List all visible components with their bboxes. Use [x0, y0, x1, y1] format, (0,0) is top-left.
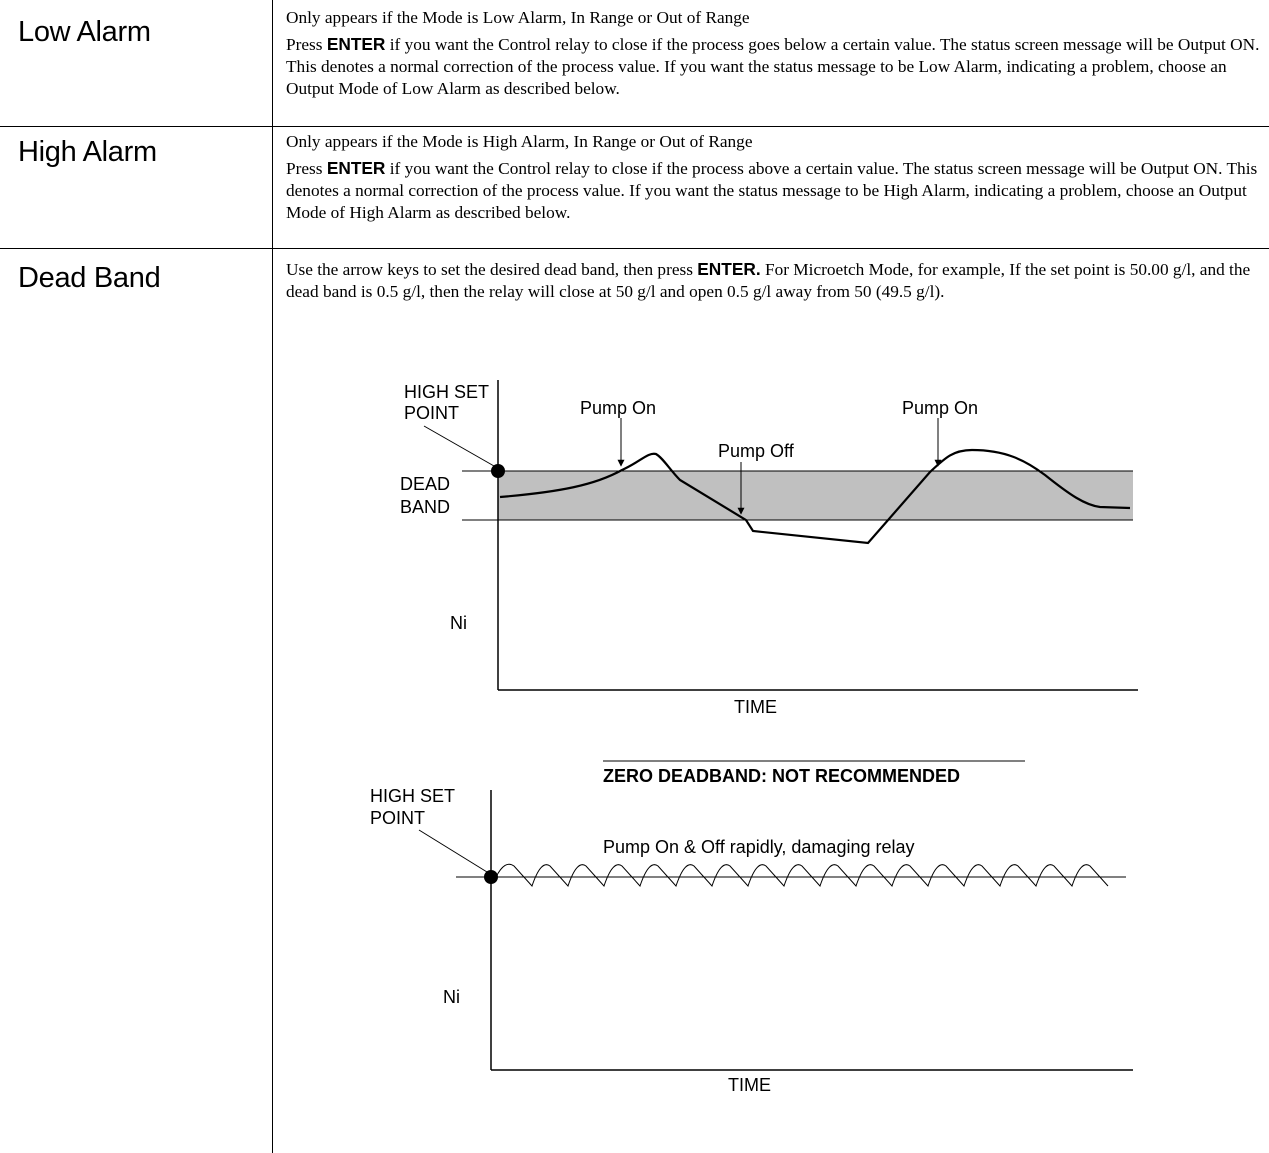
condition-text: Only appears if the Mode is Low Alarm, In Range or Out of Range — [286, 8, 750, 27]
enter-keyword: ENTER. — [697, 259, 761, 279]
zero-deadband-diagram — [370, 761, 1133, 1095]
x-axis-label: TIME — [728, 1075, 771, 1095]
term-low-alarm: Low Alarm — [18, 16, 151, 48]
dead-band-diagram — [400, 380, 1138, 717]
set-point-dot — [491, 464, 505, 478]
term-high-alarm: High Alarm — [18, 136, 157, 168]
pump-off-label: Pump Off — [718, 441, 794, 461]
pump-on-label: Pump On — [580, 398, 657, 418]
oscillation-curve — [496, 864, 1108, 886]
description-text: Press ENTER if you want the Control relay to close if the process goes below a certain value. The status screen message will be Output ON. This denotes a normal correction of the process value. If you want the status message to be Low Alarm, indicating a problem, choose an Output Mode of Low Alarm as described below. — [286, 34, 1260, 98]
description-text: Use the arrow keys to set the desired dead band, then press ENTER. For Microetch Mode, for example, If the set point is 50.00 g/l, and the dead band is 0.5 g/l, then the relay will close at 50 g/l and open 0.5 g/l away from 50 (49.5 g/l). — [286, 259, 1251, 301]
description-text: Press ENTER if you want the Control relay to close if the process above a certain value. The status screen message will be Output ON. This denotes a normal correction of the process value. If you want the status message to be High Alarm, indicating a problem, choose an Output Mode of High Alarm as described below. — [286, 158, 1258, 222]
diagram-title: ZERO DEADBAND: NOT RECOMMENDED — [603, 766, 960, 786]
dead-band-zone — [498, 471, 1133, 520]
dead-band-label: BAND — [400, 497, 451, 517]
term-dead-band: Dead Band — [18, 262, 161, 294]
enter-keyword: ENTER — [326, 34, 386, 54]
y-axis-label: Ni — [450, 613, 467, 633]
pump-on-label: Pump On — [902, 398, 979, 418]
set-point-leader — [419, 830, 487, 872]
y-axis-label: Ni — [443, 987, 460, 1007]
x-axis-label: TIME — [734, 697, 777, 717]
set-point-label: HIGH SET — [404, 382, 490, 402]
set-point-leader — [424, 426, 494, 466]
enter-keyword: ENTER — [326, 158, 386, 178]
dead-band-label: DEAD — [400, 474, 451, 494]
set-point-label: HIGH SET — [370, 786, 456, 806]
oscillation-annotation: Pump On & Off rapidly, damaging relay — [603, 837, 915, 857]
set-point-label: POINT — [404, 403, 460, 423]
condition-text: Only appears if the Mode is High Alarm, In Range or Out of Range — [286, 132, 753, 151]
set-point-dot — [484, 870, 498, 884]
set-point-label: POINT — [370, 808, 426, 828]
